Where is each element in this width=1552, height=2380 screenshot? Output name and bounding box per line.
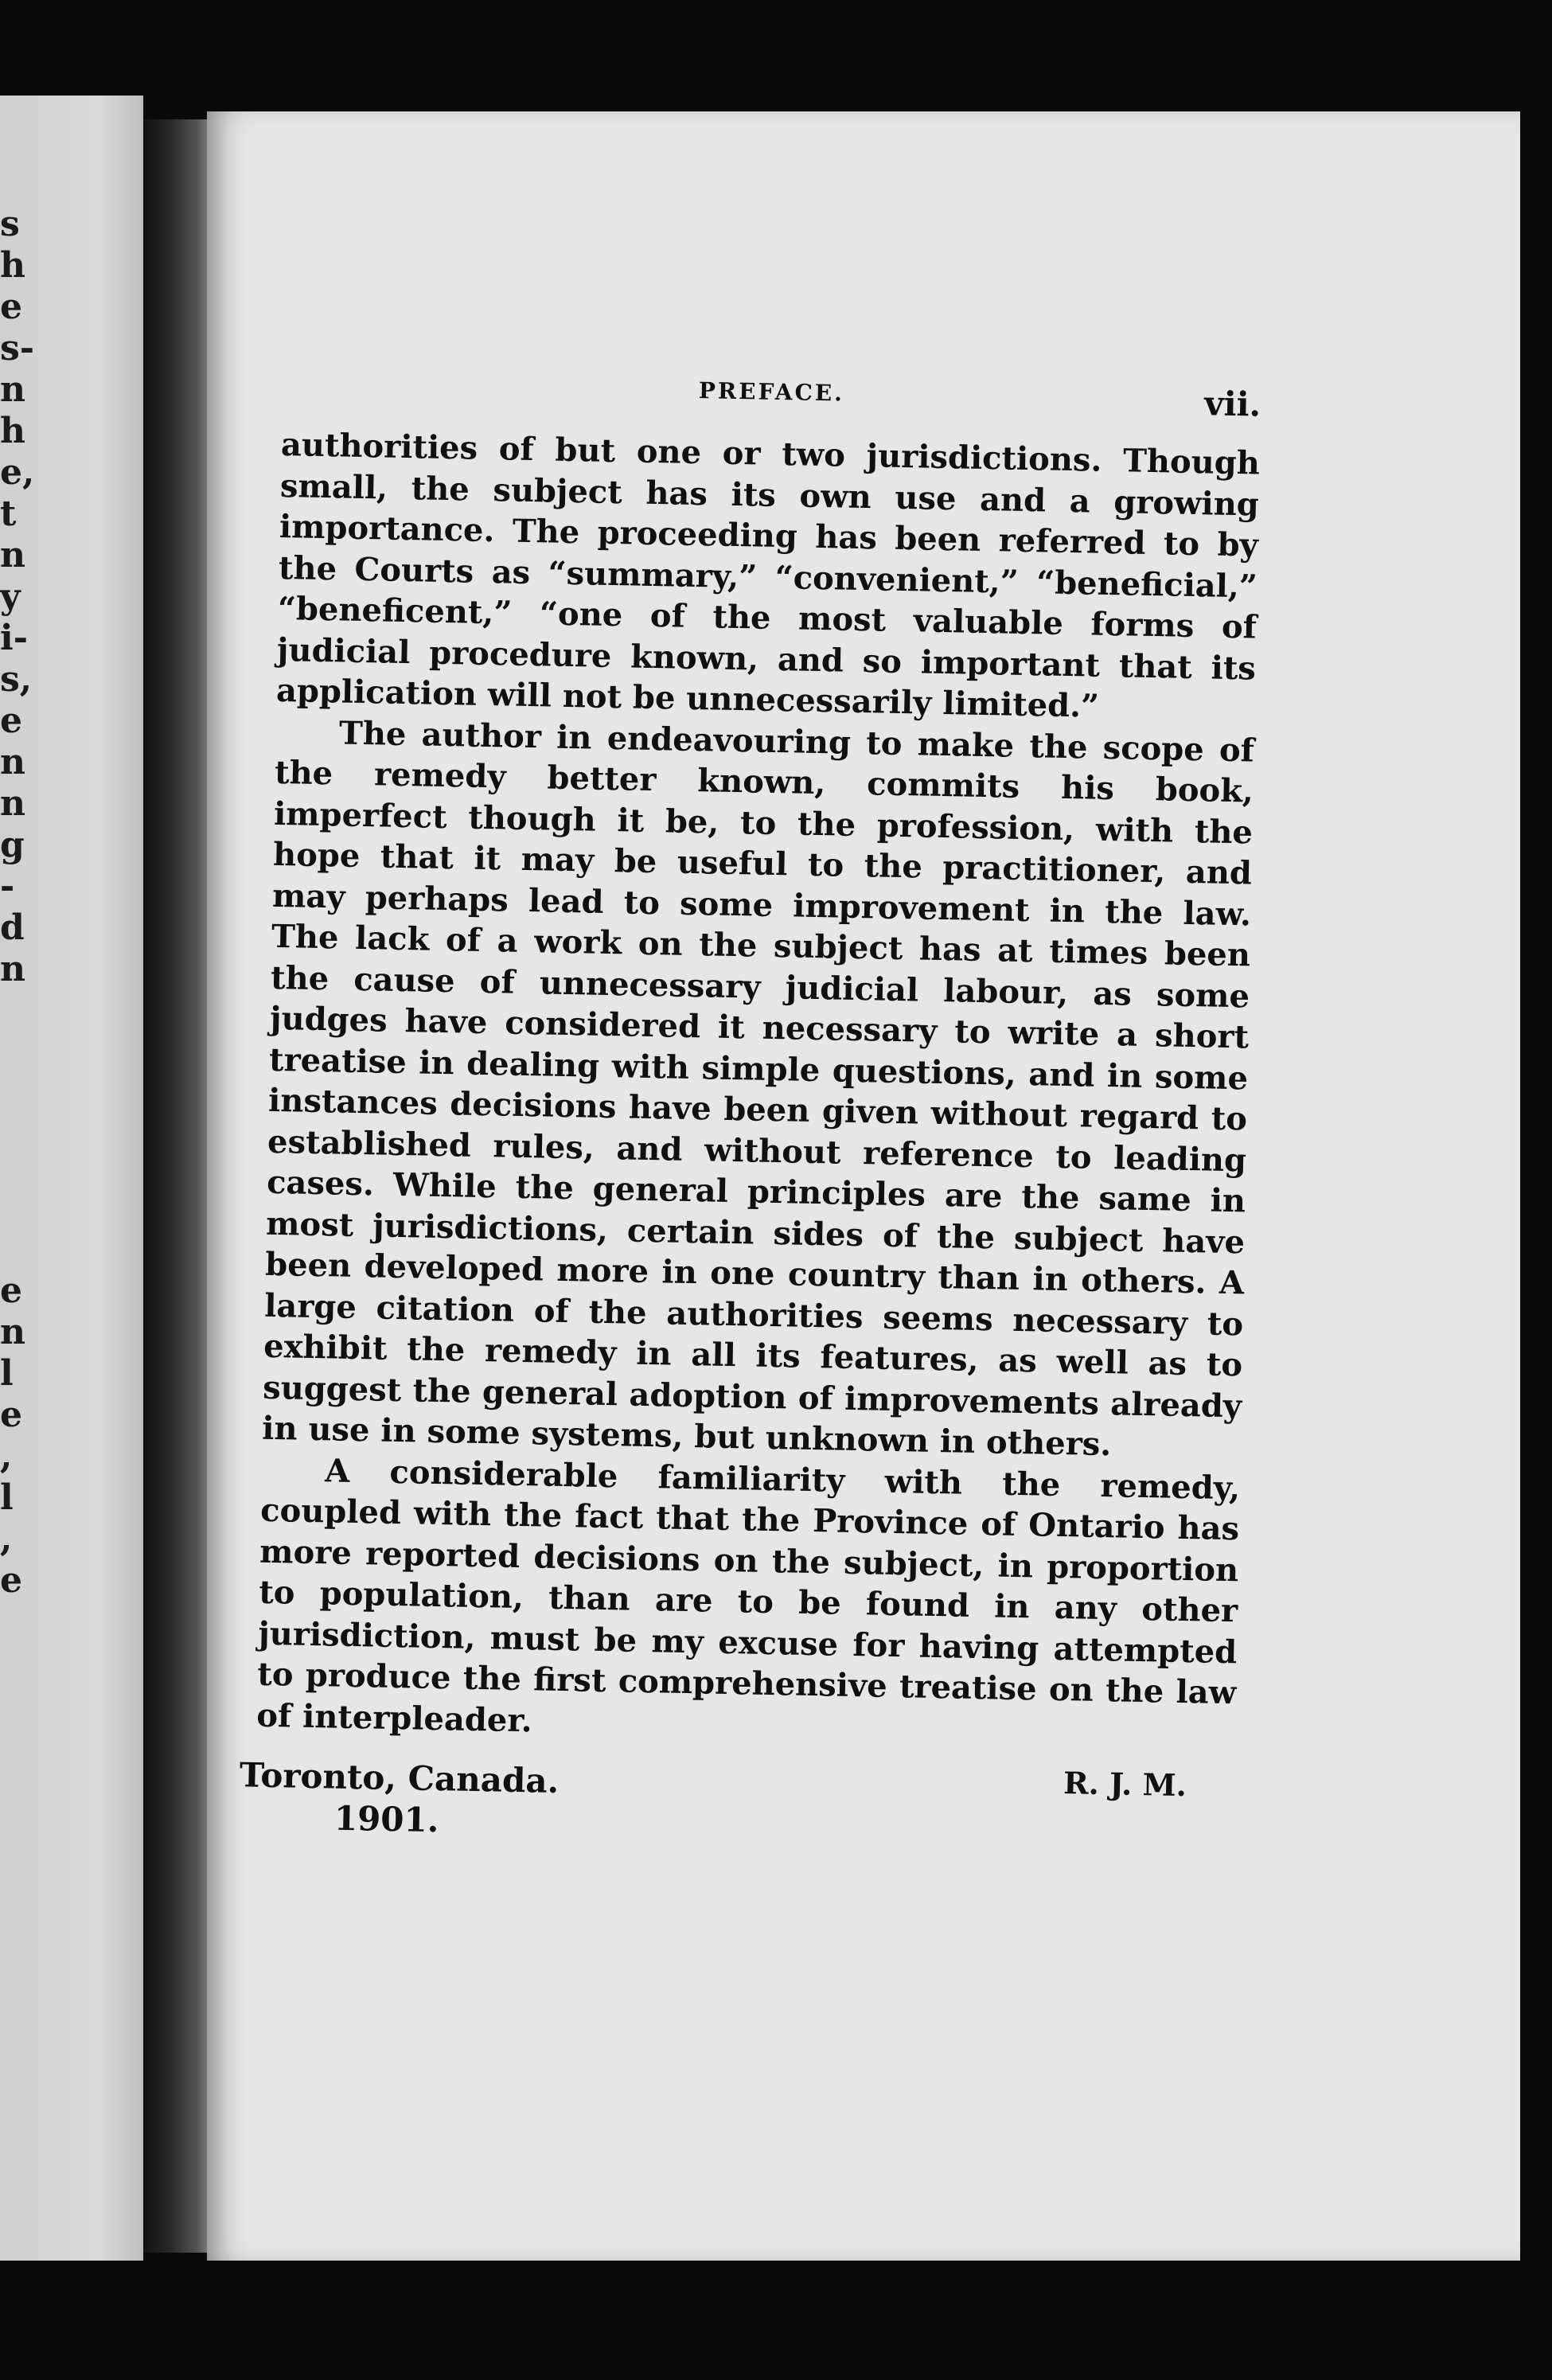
fragment: e — [0, 287, 22, 327]
fragment: e — [0, 1560, 22, 1601]
fragment: n — [0, 1312, 25, 1352]
left-page-fragments — [0, 96, 35, 2261]
fragment: h — [0, 245, 25, 286]
fragment: - — [0, 866, 15, 907]
fragment: s, — [0, 659, 33, 700]
left-page-edge — [0, 96, 143, 2261]
book-gutter — [143, 119, 215, 2253]
fragment: l — [0, 1477, 14, 1518]
author-initials: R. J. M. — [1063, 1765, 1187, 1804]
paragraph-3: A considerable familiarity with the remedy, coupled with the fact that the Province of Ontario has more reported decisions on the subject, in proportion to population, than are to be found in any other jurisdiction, must be my excuse for having attempted to produce the first comprehensive treatise on the law of interpleader. — [255, 1451, 1241, 1739]
fragment: d — [0, 907, 25, 948]
fragment: e — [0, 1270, 22, 1311]
fragment: n — [0, 949, 25, 989]
signoff — [239, 1747, 1234, 1862]
paragraph-1: authorities of but one or two jurisdictions. Though small, the subject has its own use and a growing importance. The proceeding has been referred to by the Courts as “summary,” “convenient,” “beneficial,” “beneficent,” “one of the most valuable forms of judicial procedure known, and so important that its application will not be unnecessarily limited.” — [275, 425, 1261, 725]
fragment: s — [0, 204, 20, 244]
fragment: l — [0, 1353, 14, 1394]
paragraph-2: The author in endeavouring to make the scope of the remedy better known, commits his book, imperfect though it be, to the profession, with the hope that it may be useful to the practitioner, and may perhaps lead to some improvement in the law. The lack of a work on the subject has at times been the cause of unnecessary judicial labour, as some judges have considered it necessary to write a short treatise in dealing with simple questions, and in some instances decisions have been given without regard to established rules, and without reference to leading cases. While the general principles are the same in most jurisdictions, certain sides of the subject have been developed more in one country than in others. A large citation of the authorities seems necessary to exhibit the remedy in all its features, as well as to suggest the general adoption of improvements already in use in some systems, but unknown in others. — [261, 713, 1255, 1464]
fragment: e — [0, 700, 22, 741]
page-title: PREFACE. — [698, 377, 845, 407]
fragment: n — [0, 742, 25, 782]
fragment: n — [0, 783, 25, 824]
fragment: h — [0, 411, 25, 451]
fragment: n — [0, 535, 25, 575]
fragment: n — [0, 369, 25, 410]
fragment: e — [0, 1395, 22, 1435]
fragment: , — [0, 1436, 13, 1477]
book-page — [207, 111, 1520, 2261]
signoff-year: 1901. — [333, 1798, 439, 1840]
fragment: i- — [0, 618, 28, 658]
page-number: vii. — [1203, 384, 1261, 424]
fragment: y — [0, 576, 21, 617]
fragment: , — [0, 1519, 13, 1559]
page-text — [239, 362, 1261, 1861]
fragment: s- — [0, 328, 35, 369]
signoff-place: Toronto, Canada. — [239, 1755, 560, 1801]
fragment: t — [0, 494, 17, 534]
fragment: e, — [0, 452, 35, 493]
fragment: g — [0, 825, 25, 865]
